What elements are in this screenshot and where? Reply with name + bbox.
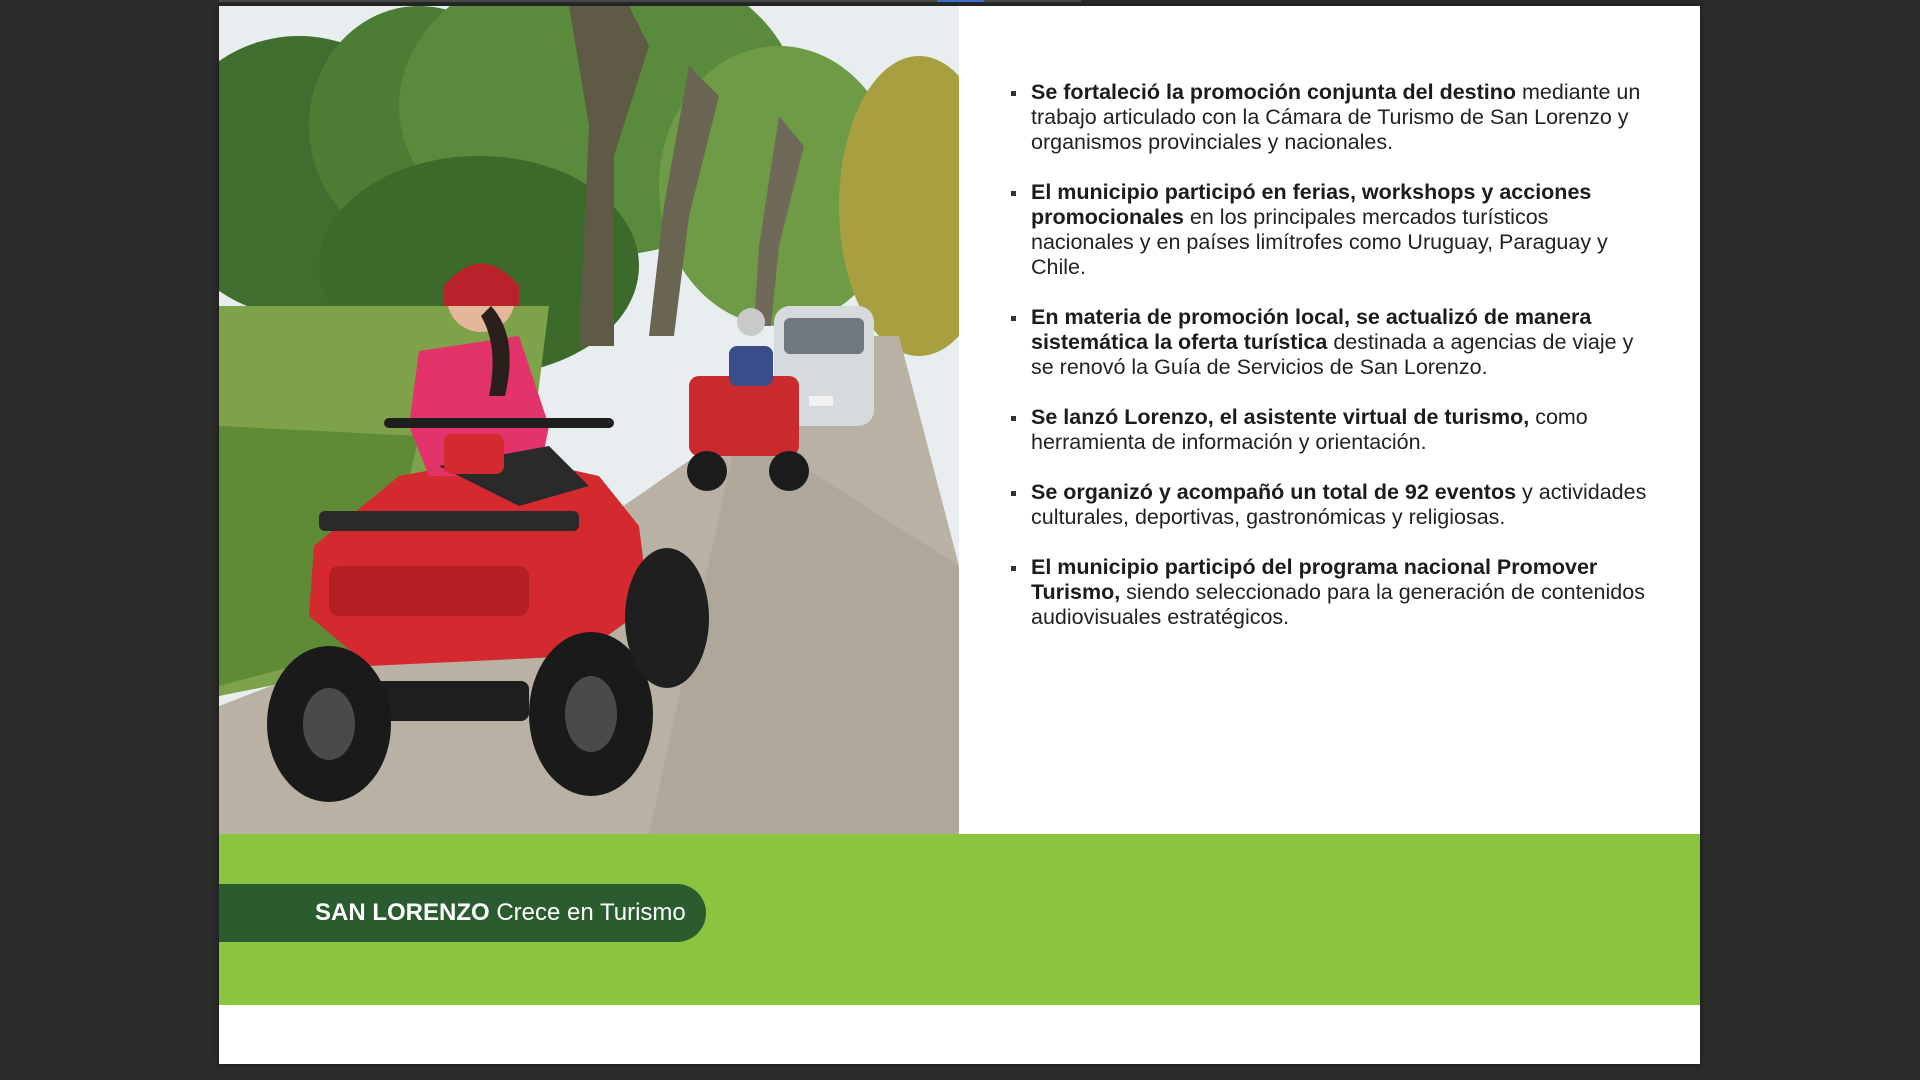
list-item — [989, 80, 1649, 155]
list-item — [989, 555, 1649, 630]
bullet-text: siendo seleccionado para la generación de contenidos audiovisuales estratégicos. — [1031, 580, 1645, 629]
bullet-marker — [1011, 566, 1016, 571]
list-item — [989, 305, 1649, 380]
document-page — [219, 6, 1700, 1064]
bullet-bold-text: Se organizó y acompañó un total de 92 eventos — [1031, 480, 1517, 504]
footer-green-band — [219, 834, 1700, 1005]
bullet-marker — [1011, 491, 1016, 496]
bullet-bold-text: En materia de promoción local, se actualizó de manera sistemática la oferta turística — [1031, 305, 1592, 354]
bullet-text: como herramienta de información y orientación. — [1031, 405, 1588, 454]
highlights-list — [989, 80, 1649, 655]
bullet-text: y actividades culturales, deportivas, gastronómicas y religiosas. — [1031, 480, 1647, 529]
bullet-marker — [1011, 316, 1016, 321]
brand-pill — [219, 884, 706, 942]
page-scroll-indicator-active[interactable] — [937, 0, 984, 2]
bullet-bold-text: El municipio participó del programa nacional Promover Turismo, — [1031, 555, 1598, 604]
list-item — [989, 405, 1649, 455]
bullet-marker — [1011, 191, 1016, 196]
bullet-marker — [1011, 416, 1016, 421]
brand-title-rest: Crece en Turismo — [489, 899, 686, 926]
list-item — [989, 180, 1649, 280]
bullet-bold-text: Se lanzó Lorenzo, el asistente virtual de turismo, — [1031, 405, 1530, 429]
bullet-text: destinada a agencias de viaje y se renovó la Guía de Servicios de San Lorenzo. — [1031, 330, 1634, 379]
bullet-bold-text: El municipio participó en ferias, workshops y acciones promocionales — [1031, 180, 1592, 229]
bullet-bold-text: Se fortaleció la promoción conjunta del destino — [1031, 80, 1517, 104]
atv-photo — [219, 6, 959, 834]
bullet-marker — [1011, 91, 1016, 96]
bullet-text: en los principales mercados turísticos nacionales y en países limítrofes como Uruguay, Paraguay y Chile. — [1031, 205, 1608, 279]
brand-title — [315, 884, 686, 942]
list-item — [989, 480, 1649, 530]
bullet-text: mediante un trabajo articulado con la Cámara de Turismo de San Lorenzo y organismos provinciales y nacionales. — [1031, 80, 1641, 154]
brand-title-bold: SAN LORENZO — [315, 899, 490, 926]
